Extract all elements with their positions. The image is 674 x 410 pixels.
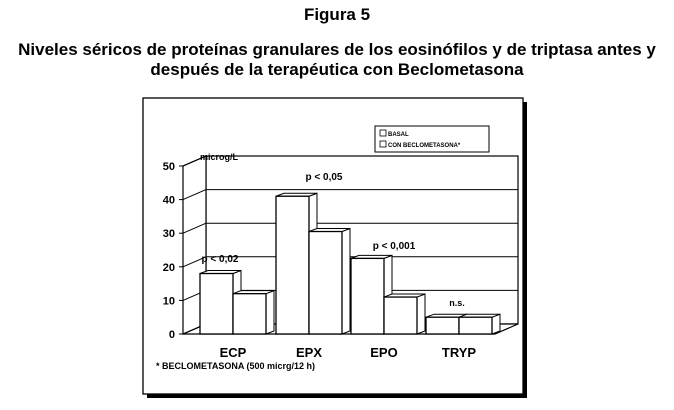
figure-title-line-2: después de la terapéutica con Beclometasona (150, 60, 524, 79)
annotation-epo: p < 0,001 (372, 241, 416, 252)
bar-tryp-beclometasona (459, 314, 500, 334)
legend-swatch-beclometasona (380, 141, 386, 147)
legend-label-beclometasona: CON BECLOMETASONA* (388, 143, 461, 149)
y-tick-label-0: 0 (168, 329, 175, 341)
bar-front (233, 294, 266, 334)
bar-epx-beclometasona (309, 229, 350, 334)
bar-front (459, 317, 492, 334)
y-tick-label-40: 40 (162, 194, 175, 207)
bar-ecp-beclometasona (233, 291, 274, 334)
y-tick-label-10: 10 (162, 295, 175, 308)
bar-front (309, 232, 342, 334)
x-tick-label-tryp: TRYP (441, 345, 477, 360)
bar-front (384, 297, 417, 334)
y-tick-label-20: 20 (162, 261, 175, 274)
y-tick-label-30: 30 (162, 228, 175, 241)
y-axis-label: microg/L (200, 152, 239, 162)
legend-label-basal: BASAL (388, 132, 409, 138)
x-tick-label-epo: EPO (370, 345, 398, 360)
bar-side (342, 229, 350, 334)
x-tick-label-epx: EPX (295, 345, 323, 360)
y-tick-label-50: 50 (162, 161, 175, 173)
bar-side (266, 291, 274, 334)
bar-front (426, 317, 459, 334)
figure-label: Figura 5 (303, 5, 371, 24)
bar-front (351, 258, 384, 334)
x-tick-label-ecp: ECP (219, 345, 247, 360)
annotation-ecp: p < 0,02 (201, 254, 239, 265)
bar-front (276, 196, 309, 334)
figure-title-line-1: Niveles séricos de proteínas granulares de los eosinófilos y de triptasa antes y (18, 40, 656, 59)
bar-epo-beclometasona (384, 294, 425, 334)
bar-front (200, 274, 233, 334)
chart-footnote: * BECLOMETASONA (500 micrg/12 h) (156, 361, 316, 371)
legend (375, 126, 489, 152)
annotation-tryp: n.s. (449, 298, 465, 308)
annotation-epx: p < 0,05 (305, 172, 343, 183)
bar-side (417, 294, 425, 334)
legend-swatch-basal (380, 130, 386, 136)
